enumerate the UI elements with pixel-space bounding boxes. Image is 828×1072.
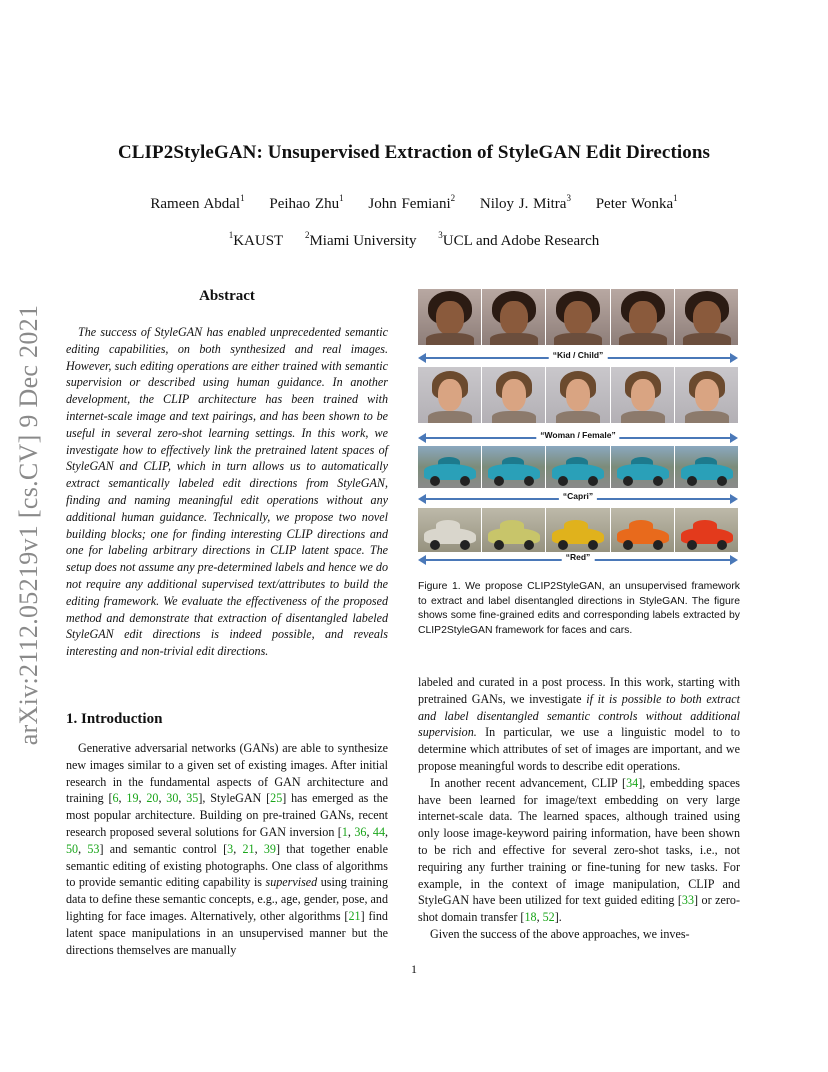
- car-image: [482, 446, 545, 488]
- citation-link[interactable]: 18: [524, 910, 537, 925]
- right-column-body: [418, 674, 740, 943]
- paper-title: CLIP2StyleGAN: Unsupervised Extraction of StyleGAN Edit Directions: [117, 142, 711, 163]
- citation-link[interactable]: 1: [341, 824, 348, 839]
- affiliation: $^2$Miami University: [304, 230, 417, 249]
- citation-link[interactable]: 21: [348, 908, 361, 923]
- citation-link[interactable]: 6: [112, 791, 119, 806]
- face-image: [546, 367, 609, 423]
- car-image: [546, 446, 609, 488]
- citation-link[interactable]: 39: [263, 841, 276, 856]
- intro-body: [66, 740, 388, 958]
- citation-link[interactable]: 25: [270, 791, 283, 806]
- edit-direction-arrow: [418, 492, 738, 504]
- citation-link[interactable]: 53: [87, 841, 100, 856]
- citation-link[interactable]: 30: [166, 791, 179, 806]
- author: Peter Wonka$^1$: [595, 193, 678, 212]
- woman-image-row: [418, 367, 738, 423]
- citation-link[interactable]: 52: [542, 910, 555, 925]
- citation-link[interactable]: 19: [126, 791, 139, 806]
- citation-link[interactable]: 36: [354, 824, 367, 839]
- face-image: [482, 367, 545, 423]
- citation-link[interactable]: 21: [242, 841, 255, 856]
- abstract-body: [66, 324, 388, 660]
- citation-link[interactable]: 44: [372, 824, 385, 839]
- face-image: [418, 289, 481, 345]
- car-image: [418, 508, 481, 552]
- intro-paragraph: Generative adversarial networks (GANs) are able to synthesize new images similar to a given set of existing images. After initial research in the fundamental aspects of GAN architecture and training [6, 19, 20, 30, 35], StyleGAN [25] has emerged as the most popular architecture. Building on pre-trained GANs, recent research proposed several solutions for GAN inversion [1, 36, 44, 50, 53] and semantic control [3, 21, 39] that together enable semantic editing of existing photographs. One class of algorithms to provide semantic editing capability is supervised using training data to define these semantic concepts, e.g., age, gender, pose, and lighting for face images. Alternatively, other algorithms [21] find latent space manipulations in an unsupervised manner but the directions themselves are manually: [66, 741, 389, 957]
- car-image: [546, 508, 609, 552]
- citation-link[interactable]: 35: [186, 791, 199, 806]
- face-image: [546, 289, 609, 345]
- figure-1: [418, 289, 738, 566]
- face-image: [675, 289, 738, 345]
- citation-link[interactable]: 3: [227, 841, 234, 856]
- car-image: [675, 446, 738, 488]
- author: Niloy J. Mitra$^3$: [479, 193, 571, 212]
- edit-direction-arrow: [418, 553, 738, 565]
- face-image: [611, 289, 674, 345]
- citation-link[interactable]: 34: [626, 775, 639, 790]
- abstract-text: The success of StyleGAN has enabled unprecedented semantic editing capabilities, on both synthesized and real images. However, such editing operations are either trained with semantic supervision or described using human guidance. In another development, the CLIP architecture has been trained with internet-scale image and text pairings, and has been shown to be useful in several zero-shot learning settings. In this work, we investigate how to effectively link the pretrained latent spaces of StyleGAN and CLIP, which in turn allows us to automatically extract semantically labeled edit directions from StyleGAN, finding and naming meaningful edit operations without any additional human guidance. Technically, we propose two novel building blocks; one for finding interesting CLIP directions and one for labeling arbitrary directions in CLIP latent space. The setup does not assume any pre-determined labels and hence we do not require any additional supervised text/attributes to build the editing framework. We evaluate the effectiveness of the proposed method and demonstrate that extraction of disentangled labeled StyleGAN edit directions is indeed possible, and reveals interesting and non-trivial edit directions.: [66, 325, 388, 659]
- affiliation: $^3$UCL and Adobe Research: [438, 230, 600, 249]
- citation-link[interactable]: 20: [146, 791, 159, 806]
- car-image: [418, 446, 481, 488]
- face-image: [675, 367, 738, 423]
- author: Peihao Zhu$^1$: [269, 193, 344, 212]
- car-image: [611, 446, 674, 488]
- page-number: 1: [411, 962, 417, 976]
- abstract-heading: Abstract: [199, 288, 255, 304]
- citation-link[interactable]: 33: [681, 893, 695, 908]
- edit-label: “Capri”: [559, 491, 597, 501]
- arxiv-identifier-sidebar: [4, 290, 54, 760]
- figure-caption: Figure 1. We propose CLIP2StyleGAN, an unsupervised framework to extract and label disentangled directions in StyleGAN. The figure shows some fine-grained edits and corresponding labels extracted by CLIP2StyleGAN framework for faces and cars.: [418, 581, 740, 636]
- intro-heading: 1. Introduction: [66, 711, 163, 727]
- edit-label: “Woman / Female”: [536, 430, 619, 440]
- edit-direction-arrow: [418, 351, 738, 363]
- face-image: [482, 289, 545, 345]
- body-paragraph: Given the success of the above approaches, we inves-: [430, 926, 690, 941]
- capri-image-row: [418, 446, 738, 488]
- red-image-row: [418, 508, 738, 552]
- arxiv-identifier: arXiv:2112.05219v1 [cs.CV] 9 Dec 2021: [14, 304, 43, 746]
- author-list: [0, 193, 828, 213]
- car-image: [675, 508, 738, 552]
- car-image: [482, 508, 545, 552]
- body-paragraph: In another recent advancement, CLIP [34], embedding spaces have been learned for image/text embedding on very large internet-scale data. The learned spaces, although trained using only loose image-keyword pairing information, have been shown to be rich and effective for several zero-shot tasks, i.e., not requiring any further training or fine-tuning for new tasks. For example, in the context of image manipulation, CLIP and StyleGAN have been utilized for text guided editing [33] or zero-shot domain transfer [18, 52].: [418, 775, 740, 925]
- edit-label: “Red”: [562, 552, 595, 562]
- face-image: [611, 367, 674, 423]
- affiliation: $^1$KAUST: [228, 230, 284, 249]
- author: Rameen Abdal$^1$: [150, 193, 245, 212]
- edit-label: “Kid / Child”: [549, 350, 608, 360]
- author: John Femiani$^2$: [368, 193, 456, 212]
- citation-link[interactable]: 50: [66, 841, 79, 856]
- edit-direction-arrow: [418, 431, 738, 443]
- face-image: [418, 367, 481, 423]
- kid-image-row: [418, 289, 738, 345]
- body-paragraph: labeled and curated in a post process. In this work, starting with pretrained GANs, we investigate if it is possible to both extract and label disentangled semantic controls without additional supervision. In particular, we use a linguistic model to to determine which attributes of set of images are important, and we propose meaningful words to describe edit operations.: [418, 675, 740, 773]
- car-image: [611, 508, 674, 552]
- affiliation-list: [0, 230, 828, 250]
